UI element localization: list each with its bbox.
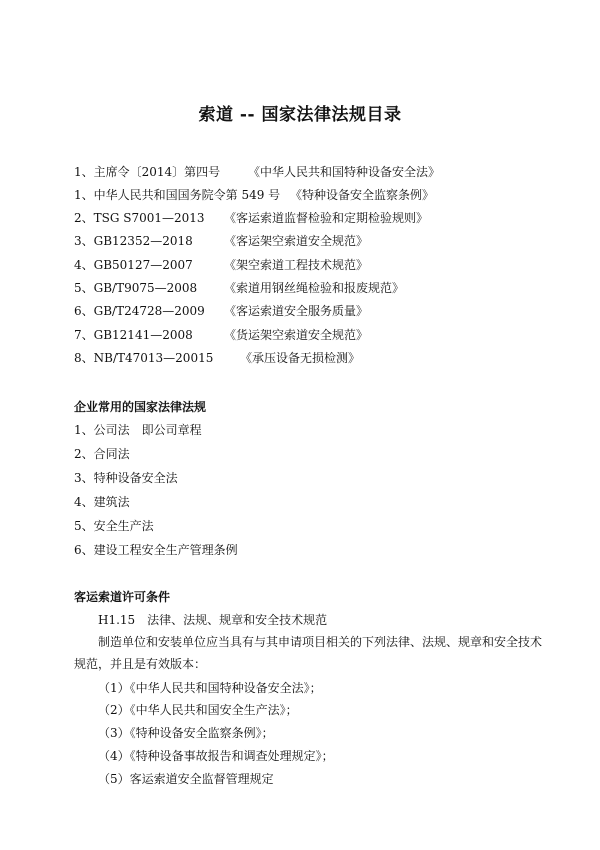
catalog-item-name: 《客运索道安全服务质量》	[224, 304, 369, 318]
catalog-item-name: 《特种设备安全监察条例》	[290, 188, 435, 202]
section-heading-common-laws: 企业常用的国家法律法规	[74, 400, 207, 414]
catalog-item-code: 1、主席令〔2014〕第四号	[74, 165, 221, 179]
clause-paragraph: 制造单位和安装单位应当具有与其申请项目相关的下列法律、法规、规章和安全技术规范，并且是有效版本：	[74, 635, 543, 671]
list-item: 3、特种设备安全法	[74, 471, 178, 485]
catalog-item-code: 2、TSG S7001—2013	[74, 211, 205, 225]
catalog-item-name: 《客运索道监督检验和定期检验规则》	[224, 211, 429, 225]
catalog-item-name: 《货运架空索道安全规范》	[224, 328, 369, 342]
catalog-item-name: 《客运架空索道安全规范》	[224, 234, 369, 248]
list-item: （2）《中华人民共和国安全生产法》；	[98, 703, 298, 717]
catalog-item-name: 《索道用钢丝绳检验和报废规范》	[224, 281, 405, 295]
catalog-item-name: 《中华人民共和国特种设备安全法》	[248, 165, 441, 179]
catalog-item-code: 1、中华人民共和国国务院令第 549 号	[74, 188, 281, 202]
clause-title: H1.15 法律、法规、规章和安全技术规范	[98, 613, 328, 627]
catalog-item-code: 7、GB12141—2008	[74, 328, 193, 342]
catalog-item-code: 6、GB/T24728—2009	[74, 304, 205, 318]
list-item: （4）《特种设备事故报告和调查处理规定》；	[98, 749, 334, 763]
list-item: 4、建筑法	[74, 495, 130, 509]
list-item: （3）《特种设备安全监察条例》；	[98, 726, 274, 740]
section-heading-license: 客运索道许可条件	[74, 590, 171, 604]
list-item: （1）《中华人民共和国特种设备安全法》；	[98, 681, 322, 695]
list-item: 1、公司法 即公司章程	[74, 423, 202, 437]
catalog-item-code: 5、GB/T9075—2008	[74, 281, 198, 295]
catalog-item-code: 8、NB/T47013—20015	[74, 351, 214, 365]
page-title: 索道 -- 国家法律法规目录	[198, 105, 402, 125]
list-item: （5）客运索道安全监督管理规定	[98, 772, 274, 786]
catalog-item-name: 《承压设备无损检测》	[240, 351, 361, 365]
list-item: 5、安全生产法	[74, 519, 154, 533]
list-item: 2、合同法	[74, 447, 130, 461]
catalog-item-name: 《架空索道工程技术规范》	[224, 258, 369, 272]
list-item: 6、建设工程安全生产管理条例	[74, 543, 238, 557]
catalog-item-code: 3、GB12352—2018	[74, 234, 193, 248]
catalog-item-code: 4、GB50127—2007	[74, 258, 193, 272]
